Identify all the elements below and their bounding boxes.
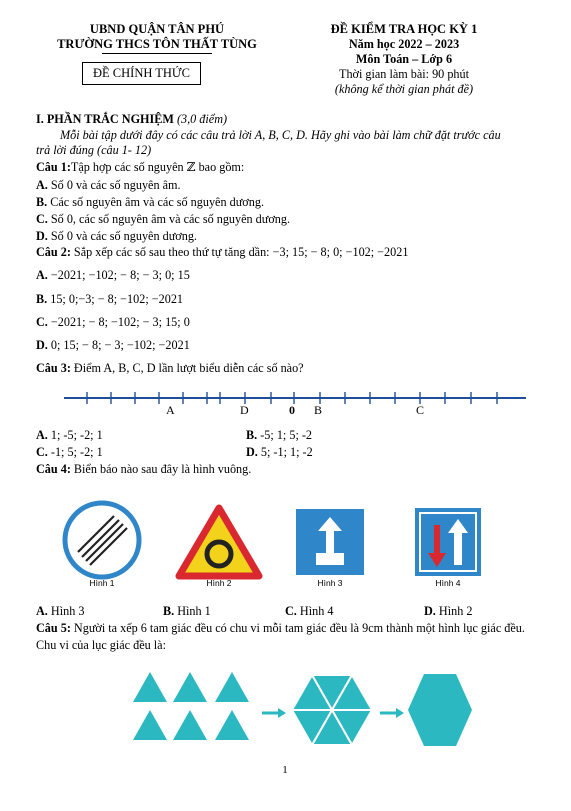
q2-option-c: C. −2021; − 8; −102; − 3; 15; 0: [36, 315, 190, 329]
arrow-icon-2: [380, 708, 404, 718]
q2-option-a: A. −2021; −102; − 8; − 3; 0; 15: [36, 268, 190, 282]
header-school: TRƯỜNG THCS TÔN THẤT TÙNG: [57, 37, 257, 51]
instruction-line2: trả lời đúng (câu 1- 12): [36, 143, 152, 157]
exam-title: ĐỀ KIỂM TRA HỌC KỲ 1: [330, 22, 478, 36]
point-a-label: A: [166, 403, 175, 417]
caption-hinh-4: Hình 4: [435, 578, 461, 588]
instruction-line1: Mỗi bài tập dưới đây có các câu trả lời A, B, C, D. Hãy ghi vào bài làm chữ đặt trước câu: [60, 128, 501, 142]
time-limit: Thời gian làm bài: 90 phút: [339, 67, 469, 81]
q4-stem: Câu 4: Biển báo nào sau đây là hình vuông.: [36, 462, 252, 476]
zero-label: 0: [289, 403, 295, 417]
official-exam-box: ĐỀ CHÍNH THỨC: [82, 62, 201, 85]
sign-no-limits-icon: [62, 500, 142, 580]
point-c-label: C: [416, 403, 425, 417]
q2-option-d: D. 0; 15; − 8; − 3; −102; −2021: [36, 338, 190, 352]
sign-priority-oncoming-icon: [414, 507, 482, 577]
assembled-hexagon: [292, 675, 372, 745]
q3-option-d: D. 5; -1; 1; -2: [246, 445, 313, 459]
caption-hinh-1: Hình 1: [89, 578, 115, 588]
q1-option-b: B. Các số nguyên âm và các số nguyên dương.: [36, 195, 264, 209]
sign-roundabout-icon: [175, 504, 263, 580]
q1-option-d: D. Số 0 và các số nguyên dương.: [36, 229, 197, 243]
sign-dead-end-icon: [294, 507, 366, 577]
q2-option-b: B. 15; 0;−3; − 8; −102; −2021: [36, 292, 184, 306]
q1-option-a: A. Số 0 và các số nguyên âm.: [36, 178, 181, 192]
header-underline: [102, 53, 212, 54]
q1-option-c: C. Số 0, các số nguyên âm và các số nguyên dương.: [36, 212, 291, 226]
q5-stem-line2: Chu vi của lục giác đều là:: [36, 638, 166, 652]
q3-option-a: A. 1; -5; -2; 1: [36, 428, 103, 442]
regular-hexagon: [408, 674, 472, 746]
q5-stem-line1: Câu 5: Người ta xếp 6 tam giác đều có chu vi mỗi tam giác đều là 9cm thành một hình lục giác đều.: [36, 621, 525, 635]
subject-grade: Môn Toán – Lớp 6: [355, 52, 453, 66]
school-year: Năm học 2022 – 2023: [348, 37, 460, 51]
q4-option-b: B. Hình 1: [163, 604, 211, 618]
page-number: 1: [282, 764, 288, 776]
six-triangles: [133, 672, 249, 740]
q1-stem: Câu 1:Tập hợp các số nguyên ℤ bao gồm:: [36, 160, 245, 174]
q3-stem: Câu 3: Điểm A, B, C, D lần lượt biểu diễn các số nào?: [36, 361, 304, 375]
point-d-label: D: [240, 403, 249, 417]
caption-hinh-3: Hình 3: [317, 578, 343, 588]
q4-option-c: C. Hình 4: [285, 604, 334, 618]
q4-option-d: D. Hình 2: [424, 604, 473, 618]
section-title: I. PHẦN TRẮC NGHIỆM (3,0 điểm): [36, 112, 228, 126]
header-district: UBND QUẬN TÂN PHÚ: [89, 22, 225, 36]
q4-option-a: A. Hình 3: [36, 604, 85, 618]
caption-hinh-2: Hình 2: [206, 578, 232, 588]
q3-option-c: C. -1; 5; -2; 1: [36, 445, 103, 459]
q2-stem: Câu 2: Sắp xếp các số sau theo thứ tự tăng dần: −3; 15; − 8; 0; −102; −2021: [36, 245, 409, 259]
arrow-icon: [262, 708, 286, 718]
hexagon-illustration: [128, 668, 478, 752]
time-note: (không kể thời gian phát đề): [334, 82, 474, 96]
number-line: [60, 386, 530, 418]
q3-option-b: B. -5; 1; 5; -2: [246, 428, 313, 442]
point-b-label: B: [314, 403, 323, 417]
